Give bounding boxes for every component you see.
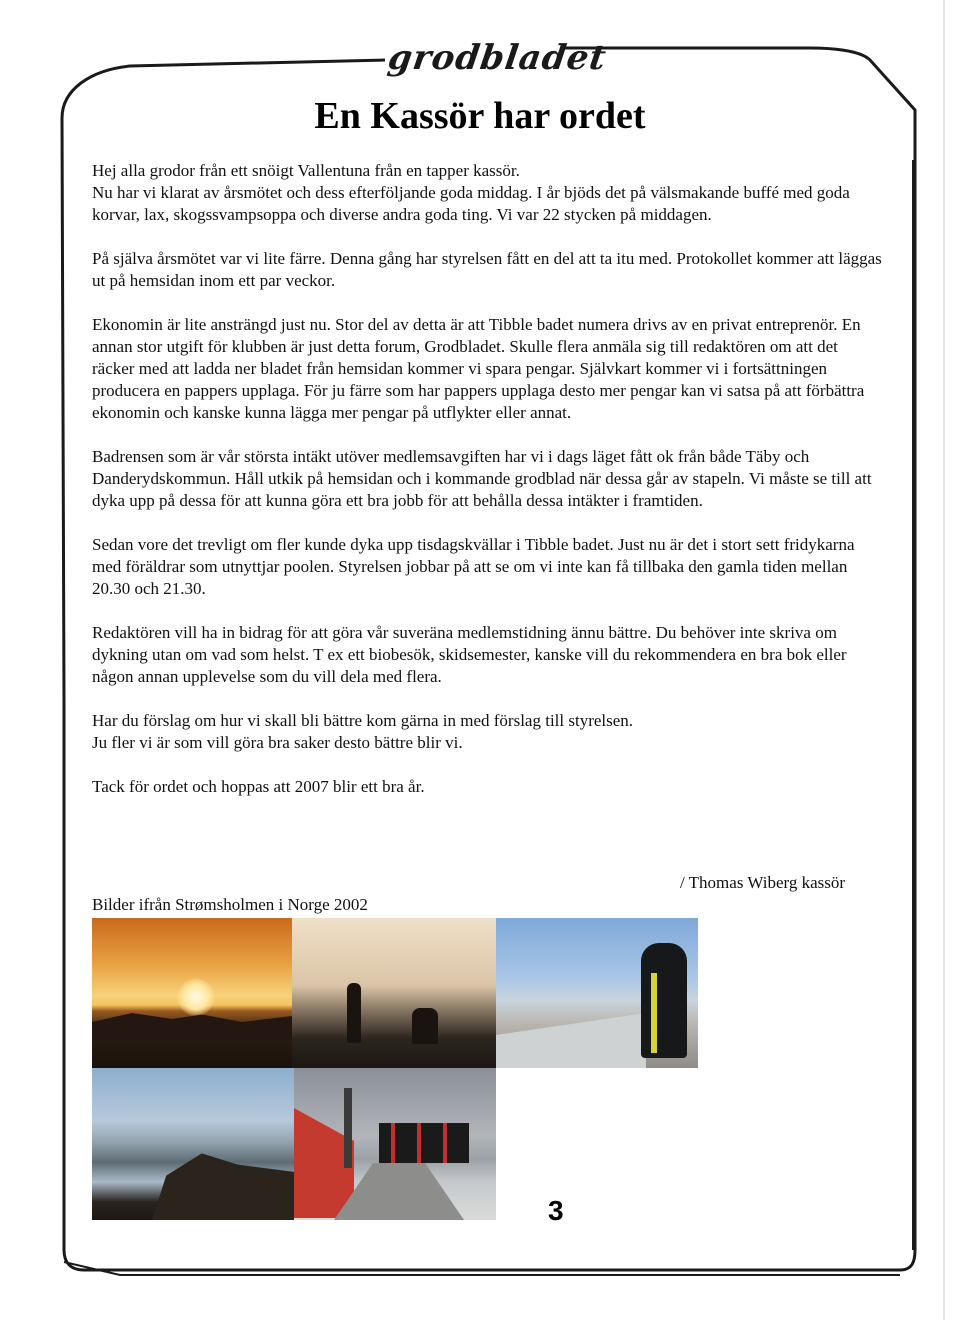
diver-group (379, 1123, 469, 1163)
page-title-text: En Kassör har ordet (314, 95, 646, 137)
paragraph-annual-meeting: På själva årsmötet var vi lite färre. Denna gång har styrelsen fått en del att ta itu med. Protokollet kommer att läggas ut på hemsidan inom ett par veckor. (92, 249, 882, 290)
signature: / Thomas Wiberg kassör (680, 873, 846, 892)
paragraph-economy: Ekonomin är lite ansträngd just nu. Stor del av detta är att Tibble badet numera drivs av en privat entreprenör. En annan stor utgift för klubben är just detta forum, Grodbladet. Skulle flera anmäla sig till redaktören om att det räcker med att ladda ner bladet från hemsidan kommer vi spara pengar. Självkart kommer vi i fortsättningen producera en pappers upplaga. För ju färre som har pappers upplaga desto mer pengar kan vi satsa på att förbättra ekonomin och kanske kunna lägga mer pengar på utflykter eller annat. (92, 315, 865, 422)
paragraph-thanks: Tack för ordet och hoppas att 2007 blir ett bra år. (92, 777, 425, 796)
paragraph-pool-evenings: Sedan vore det trevligt om fler kunde dyka upp tisdagskvällar i Tibble badet. Just nu är det i stort sett fridykarna med föräldrar som utnyttjar poolen. Styrelsen jobbar på att se om vi inte kan få tillbaka den gamla tiden mellan 20.30 och 21.30. (92, 535, 855, 598)
photo-caption: Bilder ifrån Strømsholmen i Norge 2002 (92, 895, 368, 914)
diver-silhouette (412, 1008, 438, 1044)
diver-silhouette (347, 983, 361, 1043)
photo-fjord (92, 1068, 294, 1220)
diver-figure (641, 943, 687, 1058)
boat-mast (344, 1088, 352, 1168)
photo-divers-on-boat-deck (294, 1068, 496, 1220)
paragraph-intro: Hej alla grodor från ett snöigt Vallentuna från en tapper kassör. Nu har vi klarat av årsmötet och dess efterföljande goda middag. I år bjöds det på välsmakande buffé med goda korvar, lax, skogssvampsoppa och diverse andra goda ting. Vi var 22 stycken på middagen. (92, 161, 850, 224)
paragraph-suggestions: Har du förslag om hur vi skall bli bättre kom gärna in med förslag till styrelsen. Ju fler vi är som vill göra bra saker desto bättre blir vi. (92, 711, 634, 752)
article-body (92, 160, 882, 820)
photo-sunset (92, 918, 292, 1068)
masthead-logo: grodbladet (385, 38, 610, 78)
drysuit-stripe (651, 973, 657, 1053)
page-title (0, 94, 960, 138)
sun-shape (177, 978, 215, 1016)
photo-divers-at-dusk (292, 918, 496, 1068)
paragraph-contributions: Redaktören vill ha in bidrag för att göra vår suveräna medlemstidning ännu bättre. Du behöver inte skriva om dykning utan om vad som helst. T ex ett biobesök, skidsemester, kanske vill du rekommendera en bra bok eller någon annan upplevelse som du vill dela med flera. (92, 623, 847, 686)
rock-shore (152, 1146, 294, 1220)
photo-diver-in-boat (496, 918, 698, 1068)
page-number: 3 (548, 1195, 564, 1226)
paragraph-cleaning-income: Badrensen som är vår största intäkt utöver medlemsavgiften har vi i dags läget fått ok från både Täby och Danderydskommun. Håll utkik på hemsidan och i kommande grodblad när dessa går av stapeln. Vi måste se till att dyka upp på dessa för att kunna göra ett bra jobb för att behålla dessa intäkter i framtiden. (92, 447, 872, 510)
boat-hull (496, 1013, 646, 1068)
